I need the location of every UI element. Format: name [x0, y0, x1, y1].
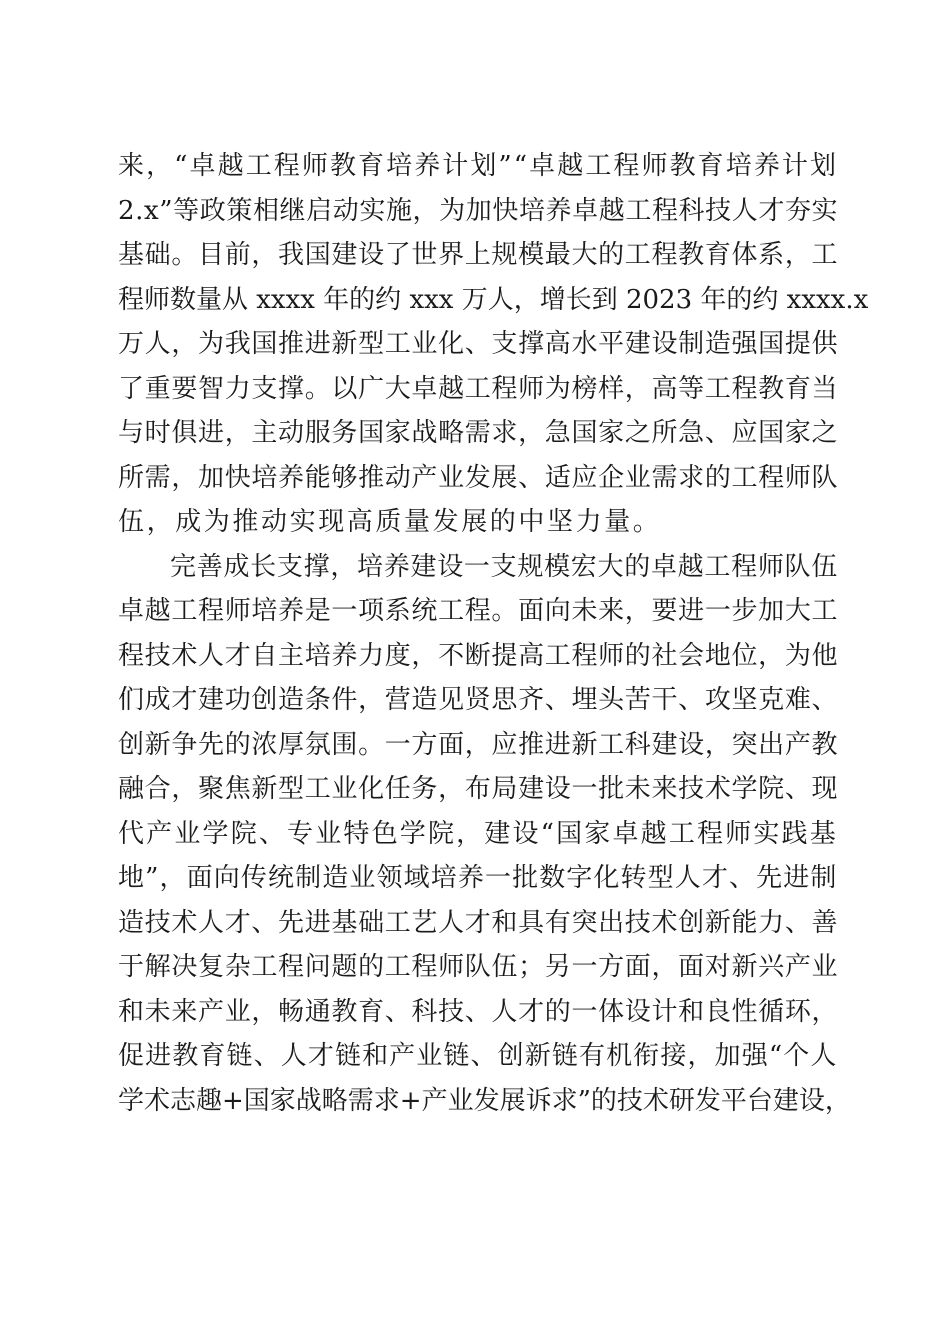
body-text: [118, 144, 869, 1123]
section-heading: 完善成长支撑，培养建设一支规模宏大的卓越工程师队伍: [170, 551, 839, 582]
text-line: 了重要智力支撑。以广大卓越工程师为榜样，高等工程教育当: [118, 373, 839, 404]
text-line: 于解决复杂工程问题的工程师队伍；另一方面，面对新兴产业: [118, 952, 839, 982]
text-line: 来，“卓越工程师教育培养计划”“卓越工程师教育培养计划: [118, 151, 839, 181]
text-line: 卓越工程师培养是一项系统工程。面向未来，要进一步加大工: [118, 596, 839, 626]
text-line: 学术志趣+国家战略需求+产业发展诉求”的技术研发平台建设，: [118, 1085, 851, 1116]
text-line: 地”，面向传统制造业领域培养一批数字化转型人才、先进制: [118, 863, 838, 893]
text-line: 创新争先的浓厚氛围。一方面，应推进新工科建设，突出产教: [118, 729, 839, 760]
text-line: 所需，加快培养能够推动产业发展、适应企业需求的工程师队: [118, 462, 839, 493]
text-line: 伍，成为推动实现高质量发展的中坚力量。: [118, 507, 662, 537]
text-line: 基础。目前，我国建设了世界上规模最大的工程教育体系，工: [118, 240, 839, 270]
text-line: 们成才建功创造条件，营造见贤思齐、埋头苦干、攻坚克难、: [118, 685, 839, 715]
text-line: 程师数量从 xxxx 年的约 xxx 万人，增长到 2023 年的约 xxxx.x: [118, 284, 869, 315]
text-line: 2.x”等政策相继启动实施，为加快培养卓越工程科技人才夯实: [118, 195, 839, 226]
text-line: 融合，聚焦新型工业化任务，布局建设一批未来技术学院、现: [118, 774, 839, 804]
text-line: 与时俱进，主动服务国家战略需求，急国家之所急、应国家之: [118, 418, 839, 448]
text-line: 程技术人才自主培养力度，不断提高工程师的社会地位，为他: [118, 640, 839, 671]
text-line: 促进教育链、人才链和产业链、创新链有机衔接，加强“个人: [118, 1041, 838, 1071]
text-line: 和未来产业，畅通教育、科技、人才的一体设计和良性循环，: [118, 996, 839, 1027]
text-line: 万人，为我国推进新型工业化、支撑高水平建设制造强国提供: [118, 329, 839, 359]
text-line: 代产业学院、专业特色学院，建设“国家卓越工程师实践基: [118, 818, 838, 849]
text-line: 造技术人才、先进基础工艺人才和具有突出技术创新能力、善: [118, 907, 839, 938]
